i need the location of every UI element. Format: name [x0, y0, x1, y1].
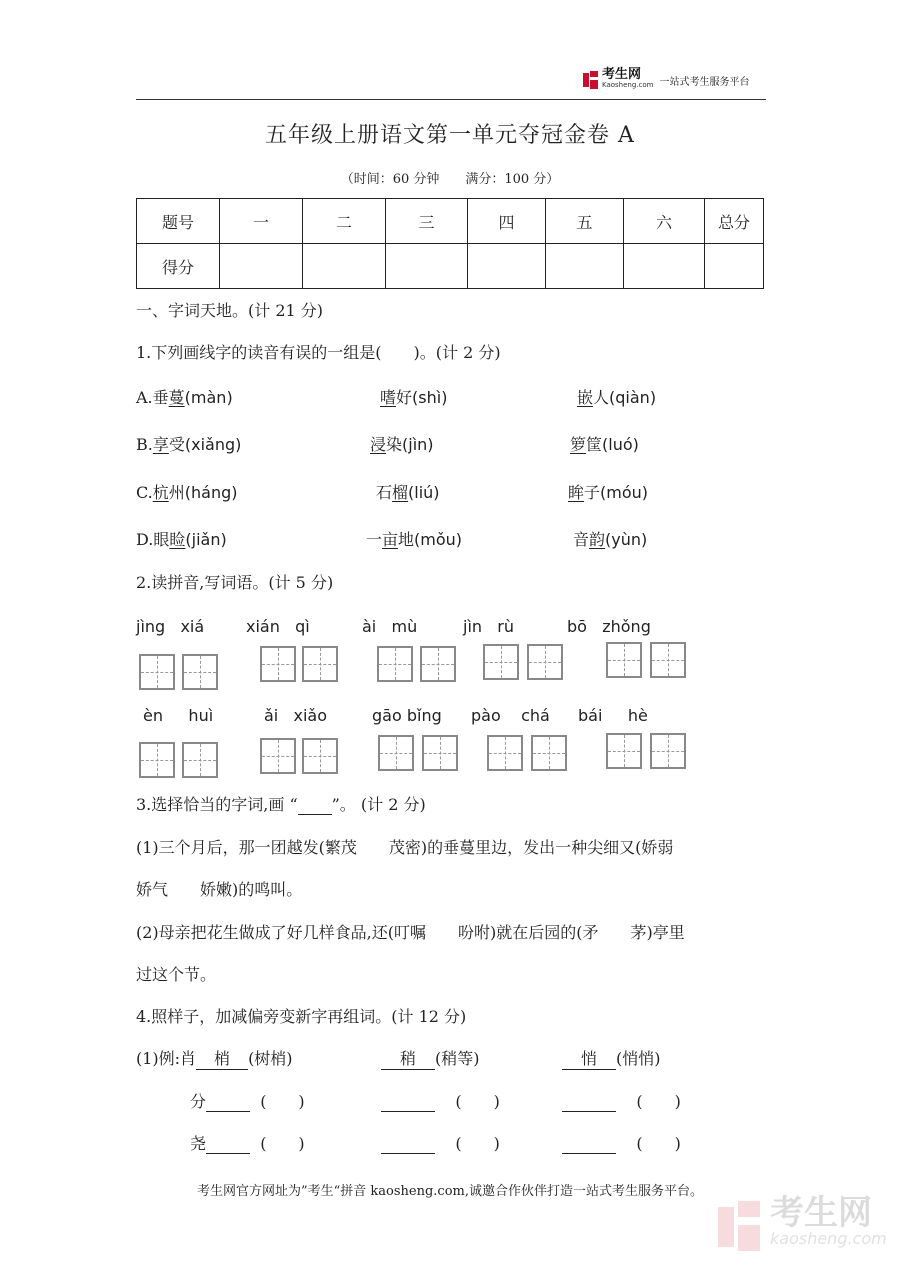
writing-box[interactable] — [378, 735, 414, 771]
question-4-stem: 4.照样子，加减偏旁变新字再组词。(计 12 分) — [136, 1007, 467, 1026]
writing-box[interactable] — [182, 654, 218, 690]
score-cell[interactable] — [468, 244, 546, 289]
table-cell: 题号 — [137, 199, 220, 244]
writing-box[interactable] — [302, 738, 338, 774]
question-3-part-1-line-1: (1)三个月后，那一团越发(繁茂 茂密)的垂蔓里边，发出一种尖细又(娇弱 — [136, 838, 674, 857]
table-cell: 总分 — [705, 199, 764, 244]
example-item-3: 悄 (悄悄) — [562, 1046, 661, 1070]
writing-box[interactable] — [260, 646, 296, 682]
pinyin-3: ài mù — [362, 617, 418, 636]
question-2-stem: 2.读拼音,写词语。(计 5 分) — [136, 573, 334, 592]
option-c-item-3: 眸子(móu) — [568, 483, 649, 502]
question-3-stem: 3.选择恰当的字词,画 “ ”。 (计 2 分) — [136, 795, 426, 814]
answer-row-2-item-2: ( ) — [381, 1131, 500, 1154]
logo-domain: Kaosheng.com — [602, 81, 654, 89]
table-cell: 二 — [303, 199, 386, 244]
writing-box[interactable] — [650, 733, 686, 769]
writing-box[interactable] — [377, 646, 413, 682]
footer-note: 考生网官方网址为”考生“拼音 kaosheng.com,诚邀合作伙伴打造一站式考生服务平台。 — [196, 1184, 703, 1199]
score-cell[interactable] — [705, 244, 764, 289]
pinyin-4: jìn rù — [463, 617, 515, 636]
score-table — [136, 198, 764, 289]
score-cell[interactable] — [624, 244, 705, 289]
header-divider — [136, 99, 766, 100]
watermark-domain: kaosheng.com — [770, 1229, 887, 1248]
writing-box[interactable] — [422, 735, 458, 771]
site-logo — [583, 67, 750, 90]
table-cell: 四 — [468, 199, 546, 244]
option-a-item-3: 嵌人(qiàn) — [577, 388, 657, 407]
writing-box[interactable] — [483, 644, 519, 680]
option-b[interactable]: B.享受(xiǎng) — [136, 435, 242, 454]
option-d-item-3: 音韵(yùn) — [573, 530, 648, 549]
writing-box[interactable] — [527, 644, 563, 680]
logo-name: 考生网 — [602, 67, 642, 82]
page-title: 五年级上册语文第一单元夺冠金卷 A — [265, 123, 635, 148]
pinyin-5: bō zhǒng — [567, 617, 651, 636]
example-item-2: 稍 (稍等) — [381, 1046, 480, 1070]
option-a-item-2: 嗜好(shì) — [380, 388, 448, 407]
question-1-stem: 1.下列画线字的读音有误的一组是( )。(计 2 分) — [136, 343, 501, 362]
answer-row-1-item-2: ( ) — [381, 1089, 500, 1112]
example-row: (1)例:肖 梢 (树梢) — [136, 1046, 293, 1070]
question-3-part-2-line-1: (2)母亲把花生做成了好几样食品,还(叮嘱 吩咐)就在后园的(矛 茅)亭里 — [136, 923, 685, 942]
writing-box[interactable] — [487, 735, 523, 771]
option-d-item-2: 一亩地(mǒu) — [366, 530, 463, 549]
pinyin-2: xián qì — [246, 617, 310, 636]
logo-slogan: 一站式考生服务平台 — [659, 76, 750, 88]
answer-row-1-item-3: ( ) — [562, 1089, 681, 1112]
writing-box[interactable] — [650, 642, 686, 678]
pinyin-9: pào chá — [471, 706, 550, 725]
writing-box[interactable] — [139, 742, 175, 778]
score-table-score-row — [137, 244, 764, 289]
writing-box[interactable] — [139, 654, 175, 690]
writing-box[interactable] — [260, 738, 296, 774]
option-b-item-2: 浸染(jìn) — [370, 435, 434, 454]
writing-box[interactable] — [606, 733, 642, 769]
option-c-item-2: 石榴(liú) — [376, 483, 440, 502]
table-cell: 得分 — [137, 244, 220, 289]
pinyin-10: bái hè — [578, 706, 648, 725]
question-3-part-2-line-2: 过这个节。 — [136, 965, 217, 984]
table-cell: 三 — [386, 199, 468, 244]
exam-info: （时间：60 分钟 满分：100 分） — [340, 172, 560, 187]
answer-blank[interactable] — [381, 1092, 435, 1112]
writing-box[interactable] — [302, 646, 338, 682]
answer-row-2: 尧 ( ) — [190, 1134, 305, 1153]
pinyin-6: èn huì — [143, 706, 214, 725]
score-cell[interactable] — [546, 244, 624, 289]
answer-blank[interactable] — [206, 1134, 250, 1154]
pinyin-7: ǎi xiǎo — [264, 706, 328, 725]
question-3-part-1-line-2: 娇气 娇嫩)的鸣叫。 — [136, 880, 303, 899]
pinyin-8: gāo bǐng — [372, 706, 442, 725]
option-b-item-3: 箩筐(luó) — [570, 435, 639, 454]
answer-row-1: 分 ( ) — [190, 1092, 305, 1111]
option-c[interactable]: C.杭州(háng) — [136, 483, 238, 502]
score-table-header-row — [137, 199, 764, 244]
table-cell: 五 — [546, 199, 624, 244]
table-cell: 六 — [624, 199, 705, 244]
table-cell: 一 — [220, 199, 303, 244]
score-cell[interactable] — [303, 244, 386, 289]
watermark-name: 考生网 — [770, 1193, 872, 1233]
section-heading: 一、字词天地。(计 21 分) — [136, 301, 324, 320]
score-cell[interactable] — [386, 244, 468, 289]
answer-blank[interactable] — [562, 1134, 616, 1154]
option-d[interactable]: D.眼睑(jiǎn) — [136, 530, 227, 549]
logo-icon — [583, 71, 599, 89]
score-cell[interactable] — [220, 244, 303, 289]
watermark-logo — [718, 1193, 887, 1252]
watermark-icon — [718, 1201, 762, 1251]
writing-box[interactable] — [531, 735, 567, 771]
writing-box[interactable] — [606, 642, 642, 678]
answer-blank[interactable] — [562, 1092, 616, 1112]
option-a[interactable]: A.垂蔓(màn) — [136, 388, 233, 407]
answer-row-2-item-3: ( ) — [562, 1131, 681, 1154]
pinyin-1: jìng xiá — [136, 617, 205, 636]
writing-box[interactable] — [182, 742, 218, 778]
writing-box[interactable] — [420, 646, 456, 682]
answer-blank[interactable] — [381, 1134, 435, 1154]
answer-blank[interactable] — [206, 1092, 250, 1112]
